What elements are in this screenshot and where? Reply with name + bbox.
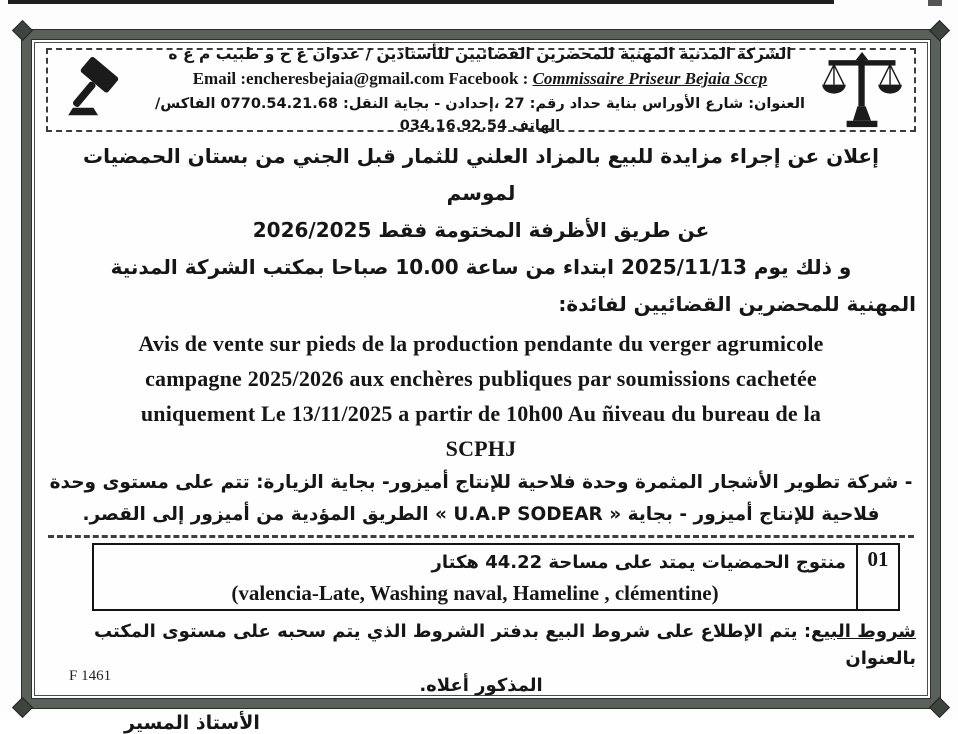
company-line1: - شركة تطوير الأشجار المثمرة وحدة فلاحية للإنتاج أميزور- بجاية الزيارة: تتم على مستوى وحدة <box>49 472 913 493</box>
scan-artifact-tick <box>928 0 942 6</box>
announcement-arabic <box>46 138 916 323</box>
lot-description-arabic: منتوج الحمضيات يمتد على مساحة 44.22 هكتار <box>431 552 846 573</box>
gavel-icon <box>56 53 142 127</box>
letterhead-text <box>148 42 812 137</box>
lot-number-cell: 01 <box>856 545 898 609</box>
facebook-page-name: Commissaire Priseur Bejaia Sccp <box>532 69 768 89</box>
letterhead-box <box>46 45 916 135</box>
announcement-fr-line1: Avis de vente sur pieds de la production pendante du verger agrumicole <box>138 331 824 356</box>
announcement-fr-line3: uniquement Le 13/11/2025 a partir de 10h00 Au ñiveau du bureau de la <box>140 401 822 426</box>
sale-terms-line2: المذكور أعلاه. <box>419 675 543 696</box>
signature-title: الأستاذ المسير <box>124 712 260 734</box>
company-line2: فلاحية للإنتاج أميزور - بجاية « U.A.P SODEAR » الطريق المؤدية من أميزور إلى القصر. <box>82 504 880 525</box>
email-facebook-line <box>148 66 812 92</box>
frame-corner-ornament <box>13 21 31 39</box>
scales-icon <box>818 52 906 128</box>
company-name-line: الشركة المدنية المهنية للمحضرين القضائيين للأستاذين / عدوان ع ح و طبيب م ع ه <box>168 45 792 64</box>
announcement-fr-line4: SCPHJ <box>445 436 517 461</box>
announcement-fr-line2: campagne 2025/2026 aux enchères publiques par soumissions cachetée <box>145 366 817 391</box>
sale-terms-text: : يتم الإطلاع على شروط البيع بدفتر الشروط الذي يتم سحبه على مستوى المكتب بالعنوان <box>93 621 916 669</box>
sale-terms <box>46 618 916 672</box>
lot-table <box>92 543 900 611</box>
scan-artifact-line <box>8 0 834 4</box>
announcement-ar-line1: إعلان عن إجراء مزايدة للبيع بالمزاد العلني للثمار قبل الجني من بستان الحمضيات لموسم <box>83 144 879 205</box>
frame-corner-ornament <box>930 21 948 39</box>
announcement-french <box>46 326 916 466</box>
frame-inner-border <box>34 42 928 734</box>
announcement-ar-line4: المهنية للمحضرين القضائيين لفائدة: <box>558 292 916 316</box>
frame-corner-ornament <box>13 698 31 716</box>
notice-content <box>35 43 927 734</box>
lot-description-cell <box>94 545 856 609</box>
sale-terms-label: شروط البيع <box>811 621 916 642</box>
frame-corner-ornament <box>930 698 948 716</box>
lot-description-varieties: (valencia-Late, Washing naval, Hameline , clémentine) <box>231 581 719 605</box>
decorative-frame <box>22 30 940 734</box>
address-line: العنوان: شارع الأوراس بناية حداد رقم: 27 ،إحدادن - بجاية النقل: 0770.54.21.68 الفاكس/الهاتف 034.16.92.54 <box>154 95 806 135</box>
company-visit-details <box>46 467 916 531</box>
announcement-ar-line3: و ذلك يوم 2025/11/13 ابتداء من ساعة 10.00 صباحا بمكتب الشركة المدنية <box>110 255 852 279</box>
email-label: Email :encheresbejaia@gmail.com Facebook : <box>192 69 529 89</box>
dashed-separator <box>48 535 914 538</box>
announcement-ar-line2: عن طريق الأظرفة المختومة فقط 2026/2025 <box>252 218 710 242</box>
form-reference: F 1461 <box>69 668 112 684</box>
